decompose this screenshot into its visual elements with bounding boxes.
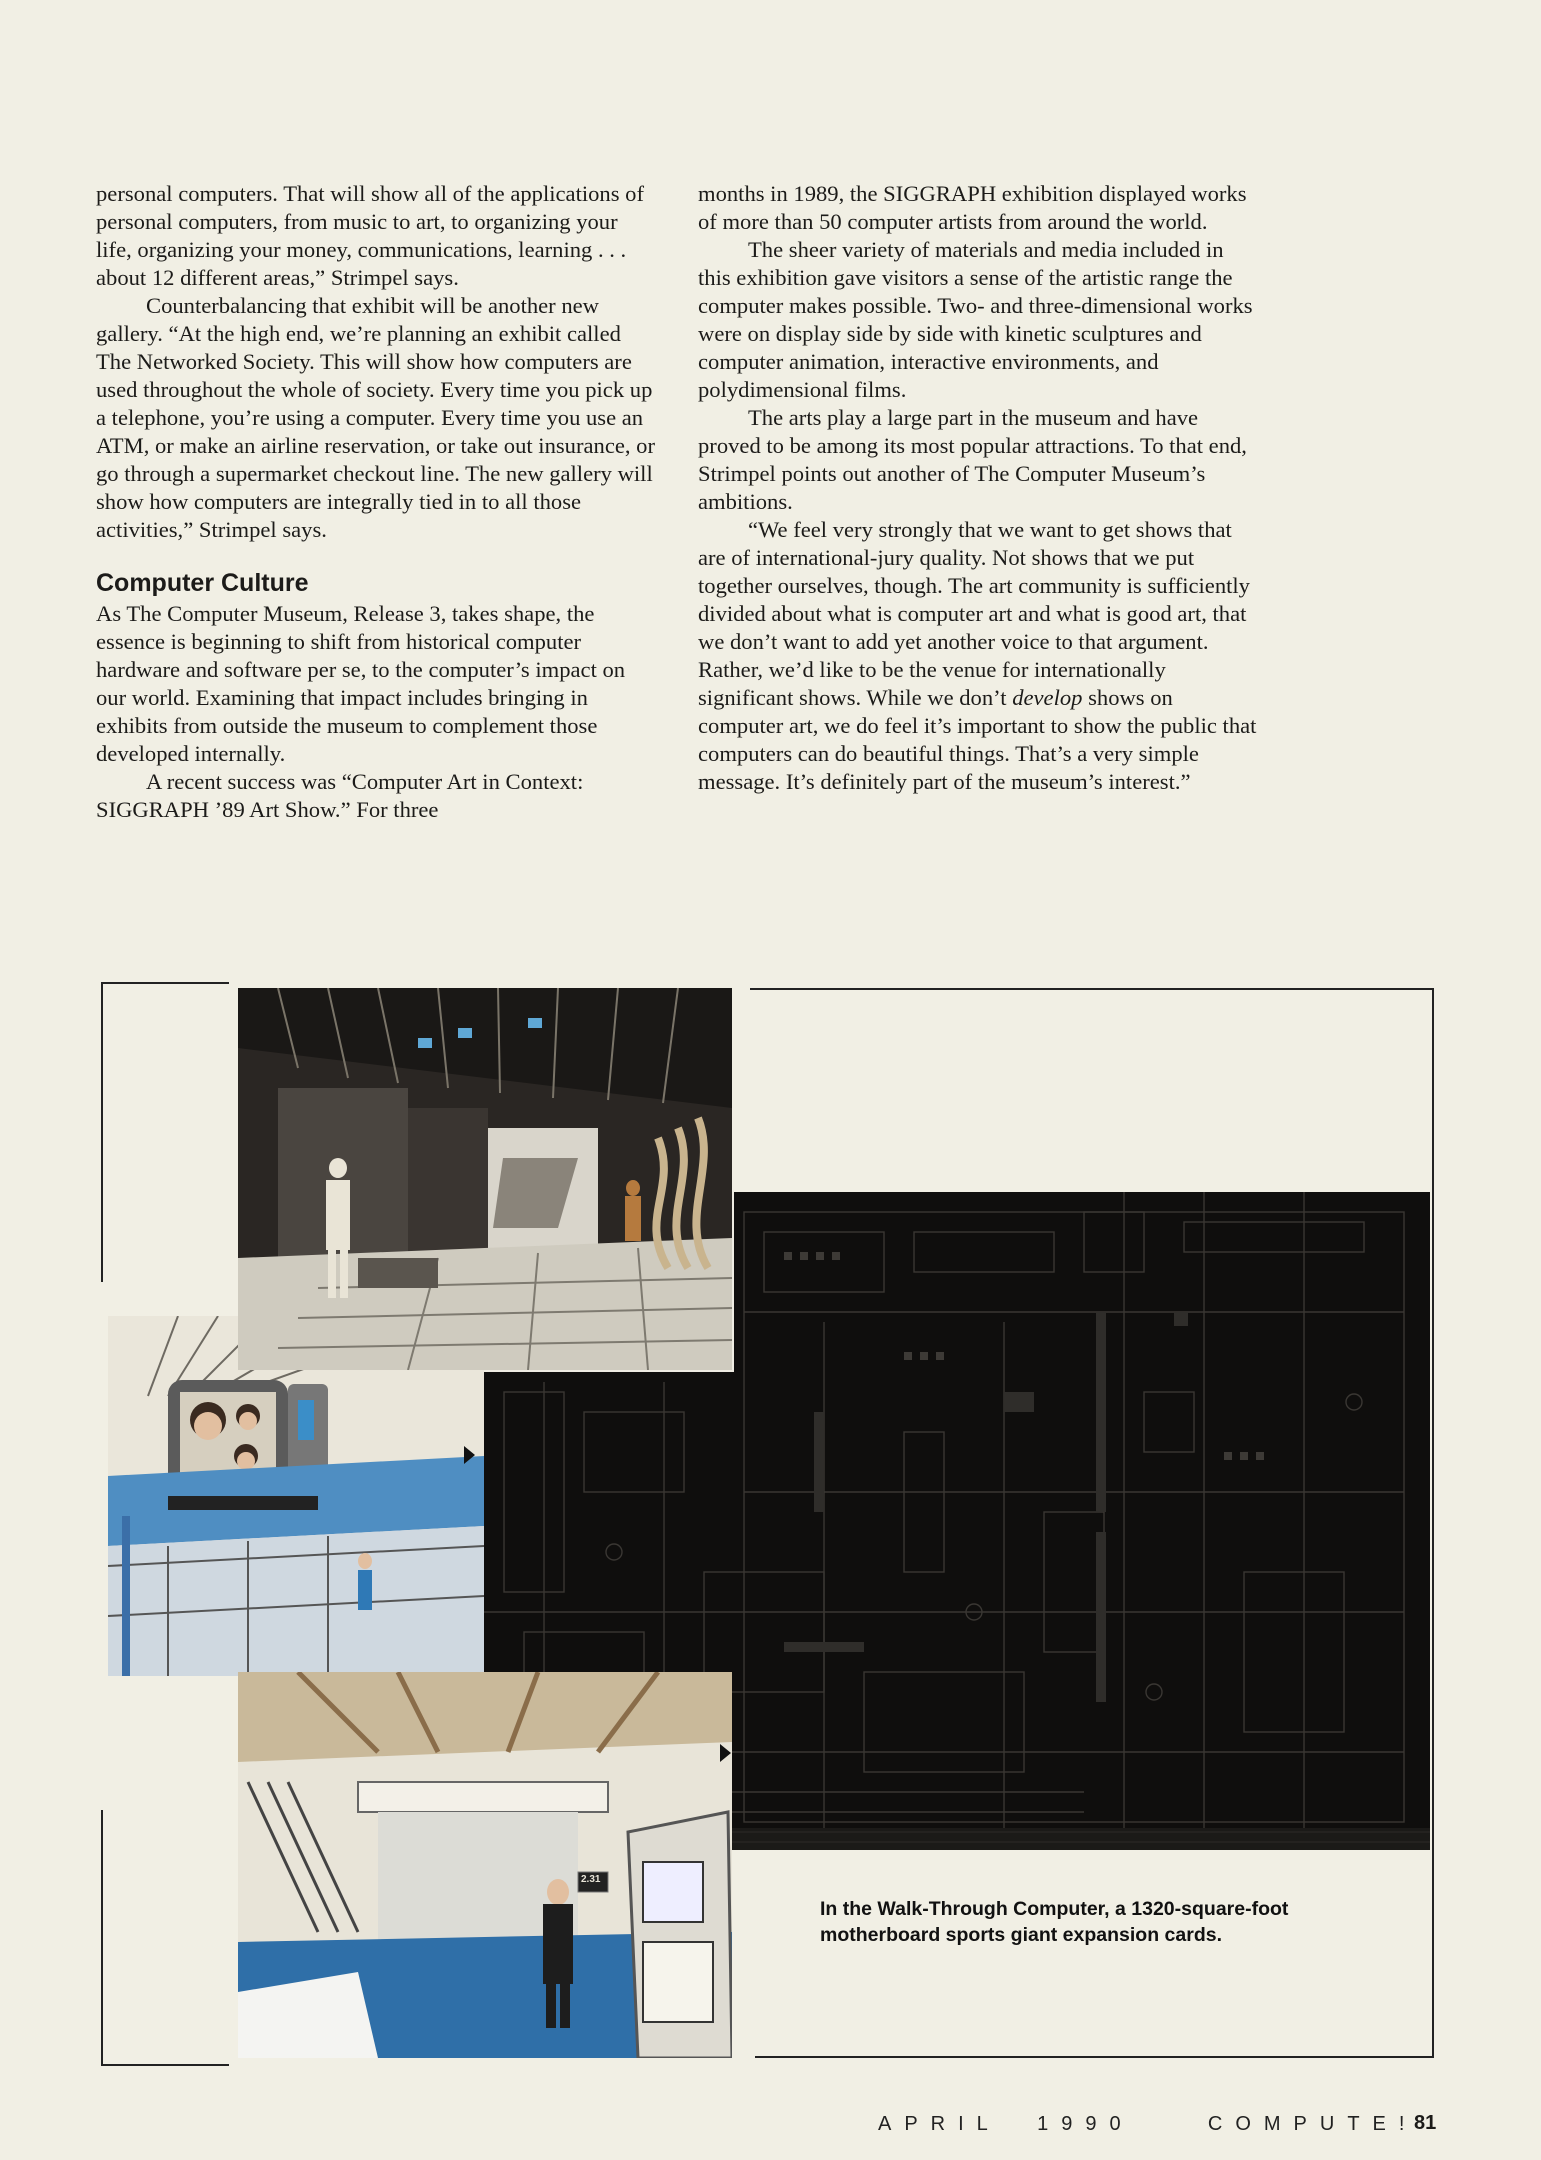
frame-line [101,2064,229,2066]
article-paragraph: personal computers. That will show all of the applications of personal computers, from music to art, to organizing your life, organizing your money, communications, learning . . . about 12 different areas,” Strimpel says. [96,181,644,290]
frame-line [755,2056,1434,2058]
frame-line [101,982,103,1282]
gallery-top-drawing [238,988,732,1370]
article-paragraph: As The Computer Museum, Release 3, takes shape, the essence is beginning to shift from historical computer hardware and software per se, to the computer’s impact on our world. Examining that impact includes bringing in exhibits from outside the museum to complement those developed internally. [96,601,626,766]
monitor-overlay-drawing [108,1316,484,1676]
kiosk-drawing [238,1672,732,2058]
article-paragraph: The arts play a large part in the museum and have proved to be among its most popular attractions. To that end, Strimpel points out another of The Computer Museum’s ambitions. [698,405,1247,514]
frame-line [101,982,229,984]
frame-line [1432,988,1434,2058]
magazine-footer [878,2113,1417,2136]
article-paragraph: A recent success was “Computer Art in Context: SIGGRAPH ’89 Art Show.” For three [96,769,584,822]
footer-issue-title: APRIL 1990 COMPUTE! [878,2113,1418,2135]
kiosk-illustration [238,1672,732,2058]
pointer-arrow-icon [720,1744,731,1762]
quote-emphasis: develop [1012,685,1083,710]
section-heading: Computer Culture [96,569,309,597]
article-paragraph: Counterbalancing that exhibit will be another new gallery. “At the high end, we’re planning an exhibit called The Networked Society. This will show how computers are used throughout the whole of society. Every time you pick up a telephone, you’re using a computer. Every time you use an ATM, or make an airline reservation, or take out insurance, or go through a supermarket checkout line. The new gallery will show how computers are integrally tied in to all those activities,” Strimpel says. [96,293,655,542]
quote-paragraph [698,516,1258,796]
pointer-arrow-icon [464,1446,475,1464]
frame-line [750,988,1434,990]
article-paragraph: months in 1989, the SIGGRAPH exhibition displayed works of more than 50 computer artists from around the world. [698,181,1247,234]
article-right-column [698,180,1258,796]
quote-text: “We feel very strongly that we want to get shows that are of international-jury quality. Not shows that we put together ourselves, though. The art community is sufficiently divided about what is computer art and what is good art, that we don’t want to add yet another voice to that argument. Rather, we’d like to be the venue for internationally significant shows. While we don’t [698,517,1250,710]
page-number: 81 [1414,2112,1437,2134]
gallery-illustration-top [238,988,732,1370]
article-paragraph: The sheer variety of materials and media included in this exhibition gave visitors a sense of the artistic range the computer makes possible. Two- and three-dimensional works were on display side by side with kinetic sculptures and computer animation, interactive environments, and polydimensional films. [698,237,1253,402]
article-left-column [96,180,656,824]
chip-label: 2.31 [581,1874,601,1885]
quote-text: shows on computer art, we do feel it’s important to show the public that computers can do beautiful things. That’s a very simple message. It’s definitely part of the museum’s interest.” [698,685,1257,794]
frame-line [101,1810,103,2066]
figure-caption: In the Walk-Through Computer, a 1320-square-foot motherboard sports giant expansion cards. [820,1898,1289,1946]
monitor-illustration-overlay [108,1316,484,1676]
